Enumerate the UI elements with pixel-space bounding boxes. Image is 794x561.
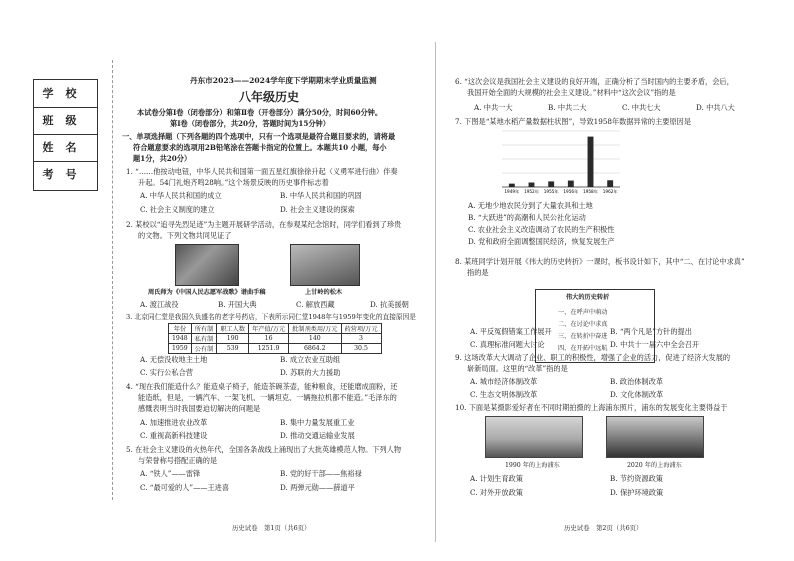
exam-number-label: 考号 xyxy=(42,168,89,181)
q7-rice-yield-chart xyxy=(496,127,626,197)
chart-tick-label: 1958年 xyxy=(583,189,598,194)
table-header-cell: 所有制 xyxy=(191,324,217,334)
school-label: 学校 xyxy=(34,80,97,108)
table-cell: 30.5 xyxy=(341,344,381,354)
q8-box-item-2: 二、在讨论中求真 xyxy=(558,321,608,328)
chart-bar-1949年 xyxy=(509,184,515,187)
table-cell: 6864.2 xyxy=(289,344,341,354)
q4-line-3: 感慨表明当时我国要迫切解决的问题是 xyxy=(138,404,261,413)
q5-line-1: 5. 在社会主义建设的火热年代，全国各条战线上涌现出了大批英雄模范人物。下列人物 xyxy=(126,445,402,454)
intro-line-1: 本试卷分第Ⅰ卷（闭卷部分）和第Ⅱ卷（开卷部分）满分50分，时间60分钟。 xyxy=(137,108,383,117)
q4-option-c: C. 重视高新科技建设 xyxy=(140,431,208,440)
q8-option-b: B. “两个凡是”方针的提出 xyxy=(610,327,692,336)
q8-box-item-4: 四、在开拓中远航 xyxy=(558,345,608,352)
chart-bar-1962年 xyxy=(607,180,613,187)
q6-option-b: B. 中共二大 xyxy=(548,103,587,112)
table-cell: 1251.9 xyxy=(249,344,289,354)
q2-manuscript-photo xyxy=(175,244,239,286)
q3-option-d: D. 苏联的大力援助 xyxy=(280,368,341,377)
q3-line-1: 3. 北京同仁堂是我国久负盛名的老字号药店，下表所示同仁堂1948年与1959年变化的直接原因是 xyxy=(126,313,416,321)
q4-option-a: A. 加速推进农业改革 xyxy=(140,418,208,427)
table-row xyxy=(169,344,382,354)
chart-bar-1956年 xyxy=(568,181,574,187)
chart-tick-label: 1962年 xyxy=(602,189,618,194)
student-info-box xyxy=(33,79,98,191)
q6-option-a: A. 中共一大 xyxy=(474,103,513,112)
q9-line-1: 9. 这场改革大大调动了企业、职工的积极性，增强了企业的活力，促进了经济大发展的 xyxy=(455,353,731,362)
q8-box-title: 伟大的历史转折 xyxy=(566,294,610,301)
page-divider xyxy=(435,42,436,542)
section1-line-1: 一、单项选择题（下列各题的四个选项中，只有一个选项是最符合题目要求的，请将最 xyxy=(122,132,396,141)
table-cell: 190 xyxy=(217,334,249,344)
q8-blackboard-box xyxy=(535,289,655,363)
cut-line xyxy=(112,60,113,500)
table-header-cell: 职工人数 xyxy=(217,324,249,334)
table-header-cell: 批制剂类用/万元 xyxy=(289,324,341,334)
q8-option-a: A. 平反冤假错案工作展开 xyxy=(470,327,552,336)
exam-title: 丹东市2023——2024学年度下学期期末学业质量监测 xyxy=(190,76,377,85)
q3-table xyxy=(168,323,382,354)
chart-bar-1952年 xyxy=(529,183,535,187)
table-header-cell: 年份 xyxy=(169,324,192,334)
table-row xyxy=(169,324,382,334)
q4-line-2: 能造纸，但是，一辆汽车、一架飞机、一辆坦克、一辆拖拉机都不能造。”毛泽东的 xyxy=(138,393,397,402)
q8-option-d: D. 中共十一届六中全会召开 xyxy=(610,340,700,349)
q1-line-1: 1. “……他按动电钮，中华人民共和国第一面五星红旗徐徐升起（义勇军进行曲）伴奏 xyxy=(126,167,398,176)
q1-line-2: 升起。54门礼炮齐鸣28响。”这个场景反映的历史事件标志着 xyxy=(138,178,329,187)
q10-option-a: A. 计划生育政策 xyxy=(470,474,523,483)
table-cell: 539 xyxy=(217,344,249,354)
table-header-cell: 年产值/万元 xyxy=(249,324,289,334)
q3-option-b: B. 成立农业互助组 xyxy=(280,355,341,364)
footer-left: 历史试卷 第1页（共6页） xyxy=(232,524,311,532)
q10-option-b: B. 节约资源政策 xyxy=(610,474,663,483)
q10-pudong-1990-photo xyxy=(485,416,583,458)
table-cell: 140 xyxy=(289,334,341,344)
q6-option-d: D. 中共八大 xyxy=(696,103,735,112)
q2-caption-2: 上甘岭的松木 xyxy=(305,289,343,296)
q8-box-item-1: 一、在呼声中萌动 xyxy=(558,309,608,316)
q2-line-2: 的文物。下列文物共同见证了 xyxy=(138,231,232,240)
q10-caption-1990: 1990 年的上海浦东 xyxy=(505,462,560,469)
q7-option-a: A. 无地少地农民分到了大量农具和土地 xyxy=(468,201,593,210)
footer-right: 历史试卷 第2页（共6页） xyxy=(564,524,643,532)
q4-line-1: 4. “现在我们能造什么？能造桌子椅子，能造茶碗茶壶，能种粮食，还能磨成面粉，还 xyxy=(126,382,398,391)
q2-option-a: A. 渡江战役 xyxy=(140,300,179,309)
q2-option-d: D. 抗美援朝 xyxy=(370,300,409,309)
chart-tick-label: 1956年 xyxy=(563,189,579,194)
q2-line-1: 2. 某校以“追寻先烈足迹”为主题开展研学活动，在参观某纪念馆时，同学们看到了珍贵 xyxy=(126,220,402,229)
q9-option-d: D. 文化体制改革 xyxy=(610,390,664,399)
q2-option-c: C. 解放西藏 xyxy=(296,300,335,309)
q10-line-1: 10. 下面是某摄影爱好者在不同时期拍摄的上海浦东照片，浦东的发展变化主要得益于 xyxy=(455,403,728,412)
chart-bar-1955年 xyxy=(548,181,554,187)
q5-line-2: 与荣誉称号搭配正确的是 xyxy=(138,456,218,465)
q10-caption-2020: 2020 年的上海浦东 xyxy=(627,462,682,469)
q8-line-1: 8. 某班同学计划开展《伟大的历史转折》一课时，板书设计如下，其中“二、在讨论中求真” xyxy=(455,257,745,266)
table-cell: 1948 xyxy=(169,334,192,344)
chart-tick-label: 1952年 xyxy=(524,189,539,194)
chart-tick-label: 1955年 xyxy=(543,189,559,194)
q6-line-1: 6. “这次会议是我国社会主义建设的良好开端，正确分析了当时国内的主要矛盾，会后， xyxy=(455,77,734,86)
q7-option-c: C. 农业社会主义改造调动了农民的生产积极性 xyxy=(468,225,615,234)
q1-option-b: B. 中华人民共和国的巩固 xyxy=(280,191,362,200)
q2-caption-1: 周氏师为《中国人民志愿军战歌》谱曲手稿 xyxy=(148,289,266,296)
q5-option-d: D. 两弹元勋——薛道平 xyxy=(280,483,355,492)
section1-line-2: 符合题意要求的选项用2B铅笔涂在答题卡指定的位置上。本题共10 小题，每小 xyxy=(133,143,387,152)
table-header-cell: 药营项/万元 xyxy=(341,324,381,334)
q2-pine-wood-photo xyxy=(290,244,360,286)
q10-option-d: D. 保护环境政策 xyxy=(610,488,664,497)
q7-line-1: 7. 下图是“某地水稻产量数据柱状图”，导致1958年数据异常的主要原因是 xyxy=(455,117,692,126)
q1-option-c: C. 社会主义制度的建立 xyxy=(140,205,215,214)
intro-line-2: 第Ⅰ卷（闭卷部分，共20分，答题时间为15分钟） xyxy=(170,119,330,128)
table-cell: 公有制 xyxy=(191,344,217,354)
q10-pudong-2020-photo xyxy=(606,416,704,458)
q3-option-a: A. 无偿没收地主土地 xyxy=(140,355,208,364)
subject-title: 八年级历史 xyxy=(239,90,300,104)
q6-line-2: 我国开始全面的大规模的社会主义建设。”材料中“这次会议”指的是 xyxy=(467,88,676,97)
q5-option-c: C. “最可爱的人”——王进喜 xyxy=(140,483,230,492)
table-row xyxy=(169,334,382,344)
q8-option-c: C. 真理标准问题大讨论 xyxy=(470,340,545,349)
name-label: 姓名 xyxy=(34,134,97,162)
q8-line-2: 指的是 xyxy=(467,268,489,277)
q6-option-c: C. 中共七大 xyxy=(622,103,661,112)
q5-option-b: B. 党的好干部——焦裕禄 xyxy=(280,469,362,478)
q4-option-d: D. 推动交通运输业发展 xyxy=(280,431,355,440)
q9-option-a: A. 城市经济体制改革 xyxy=(470,377,538,386)
table-cell: 私有制 xyxy=(191,334,217,344)
chart-bar-1958年 xyxy=(588,137,594,187)
q7-option-d: D. 党和政府全面调整国民经济，恢复发展生产 xyxy=(468,237,615,246)
q5-option-a: A. “铁人”——雷锋 xyxy=(140,469,201,478)
class-label: 班级 xyxy=(34,107,97,135)
table-cell: 1959 xyxy=(169,344,192,354)
q1-option-d: D. 社会主义建设的探索 xyxy=(280,205,355,214)
section1-line-3: 题1分，共20分） xyxy=(133,154,192,163)
chart-tick-label: 1949年 xyxy=(504,189,520,194)
table-cell: 16 xyxy=(249,334,289,344)
q1-option-a: A. 中华人民共和国的成立 xyxy=(140,191,222,200)
q3-option-c: C. 实行公私合营 xyxy=(140,368,193,377)
q7-option-b: B. “大跃进”的高潮和人民公社化运动 xyxy=(468,213,586,222)
q9-line-2: 崭新局面。这里的“改革”指的是 xyxy=(467,364,568,373)
q9-option-b: B. 政治体制改革 xyxy=(610,377,663,386)
q8-box-item-3: 三、在转折中奋进 xyxy=(558,333,608,340)
q10-option-c: C. 对外开放政策 xyxy=(470,488,523,497)
q9-option-c: C. 生态文明体制改革 xyxy=(470,390,538,399)
q4-option-b: B. 集中力量发展重工业 xyxy=(280,418,355,427)
table-cell: 3 xyxy=(341,334,381,344)
q2-option-b: B. 开国大典 xyxy=(218,300,257,309)
